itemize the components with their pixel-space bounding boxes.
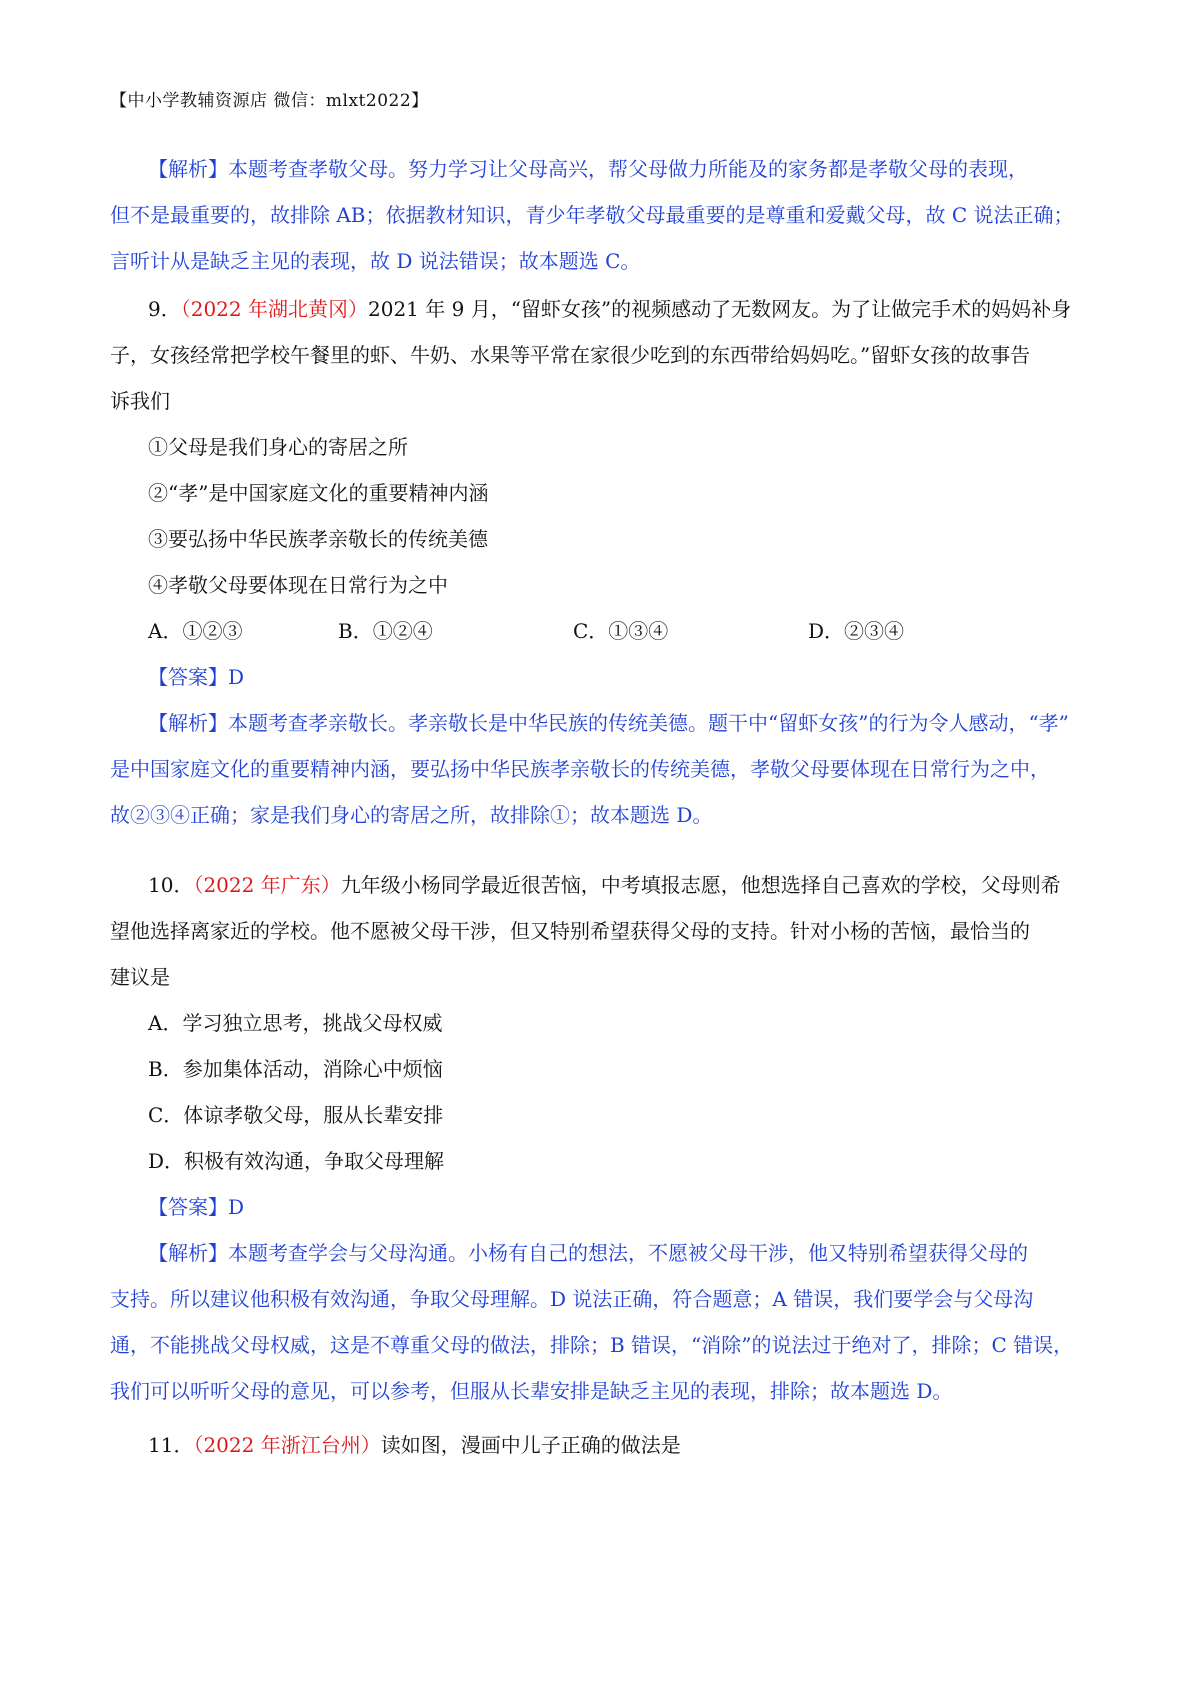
- option-b: B．参加集体活动，消除心中烦恼: [148, 1057, 443, 1081]
- question-stem: 读如图，漫画中儿子正确的做法是: [380, 1433, 681, 1457]
- statement-1: ①父母是我们身心的寄居之所: [148, 435, 408, 459]
- analysis-line: 是中国家庭文化的重要精神内涵，要弘扬中华民族孝亲敬长的传统美德，孝敬父母要体现在日常行为之中，: [110, 757, 1050, 781]
- analysis-line: 【解析】本题考查孝敬父母。努力学习让父母高兴，帮父母做力所能及的家务都是孝敬父母的表现，: [148, 157, 1028, 181]
- analysis-line: 故②③④正确；家是我们身心的寄居之所，故排除①；故本题选 D。: [110, 803, 713, 827]
- question-9: [110, 286, 1100, 838]
- question-stem: 2021 年 9 月，“留虾女孩”的视频感动了无数网友。为了让做完手术的妈妈补身: [368, 297, 1072, 321]
- q10-answer: 【答案】D: [148, 1195, 245, 1219]
- option-a: A．①②③: [148, 619, 243, 643]
- option-d: D．积极有效沟通，争取父母理解: [148, 1149, 445, 1173]
- statement-4: ④孝敬父母要体现在日常行为之中: [148, 573, 448, 597]
- option-d: D．②③④: [808, 619, 905, 643]
- question-number: 9．: [148, 297, 181, 321]
- statement-2: ②“孝”是中国家庭文化的重要精神内涵: [148, 481, 489, 505]
- analysis-line: 但不是最重要的，故排除 AB；依据教材知识，青少年孝敬父母最重要的是尊重和爱戴父母，故 C 说法正确；: [110, 203, 1074, 227]
- analysis-line: 支持。所以建议他积极有效沟通，争取父母理解。D 说法正确，符合题意；A 错误，我们要学会与父母沟: [110, 1287, 1034, 1311]
- q9-options: [110, 608, 1100, 654]
- option-a: A．学习独立思考，挑战父母权威: [148, 1011, 443, 1035]
- option-b: B．①②④: [338, 619, 433, 643]
- analysis-line: 言听计从是缺乏主见的表现，故 D 说法错误；故本题选 C。: [110, 249, 641, 273]
- page-header: 【中小学教辅资源店 微信：mlxt2022】: [110, 91, 429, 111]
- q11-stem-line: [110, 1422, 1100, 1468]
- q9-stem-line: 诉我们: [110, 389, 170, 413]
- q10-stem-line: [110, 862, 1100, 908]
- q10-stem-line: 建议是: [110, 965, 170, 989]
- analysis-line: 【解析】本题考查孝亲敬长。孝亲敬长是中华民族的传统美德。题干中“留虾女孩”的行为令人感动，“孝”: [148, 711, 1069, 735]
- option-c: C．体谅孝敬父母，服从长辈安排: [148, 1103, 444, 1127]
- analysis-line: 通，不能挑战父母权威，这是不尊重父母的做法，排除；B 错误，“消除”的说法过于绝对了，排除；C 错误，: [110, 1333, 1074, 1357]
- option-c: C．①③④: [573, 619, 669, 643]
- question-10: [110, 862, 1100, 1414]
- statement-3: ③要弘扬中华民族孝亲敬长的传统美德: [148, 527, 488, 551]
- question-source: （2022 年湖北黄冈）: [180, 297, 368, 321]
- question-stem: 九年级小杨同学最近很苦恼，中考填报志愿，他想选择自己喜欢的学校，父母则希: [340, 873, 1061, 897]
- q9-stem-line: 子，女孩经常把学校午餐里的虾、牛奶、水果等平常在家很少吃到的东西带给妈妈吃。”留虾女孩的故事告: [110, 343, 1031, 367]
- analysis-line: 【解析】本题考查学会与父母沟通。小杨有自己的想法，不愿被父母干涉，他又特别希望获得父母的: [148, 1241, 1028, 1265]
- q8-analysis: [110, 146, 1100, 284]
- question-source: （2022 年浙江台州）: [193, 1433, 381, 1457]
- q9-answer: 【答案】D: [148, 665, 245, 689]
- analysis-line: 我们可以听听父母的意见，可以参考，但服从长辈安排是缺乏主见的表现，排除；故本题选 D。: [110, 1379, 953, 1403]
- q9-stem-line: [110, 286, 1100, 332]
- question-number: 10．: [148, 873, 194, 897]
- question-number: 11．: [148, 1433, 194, 1457]
- question-source: （2022 年广东）: [193, 873, 341, 897]
- q10-stem-line: 望他选择离家近的学校。他不愿被父母干涉，但又特别希望获得父母的支持。针对小杨的苦恼，最恰当的: [110, 919, 1030, 943]
- question-11: [110, 1422, 1100, 1468]
